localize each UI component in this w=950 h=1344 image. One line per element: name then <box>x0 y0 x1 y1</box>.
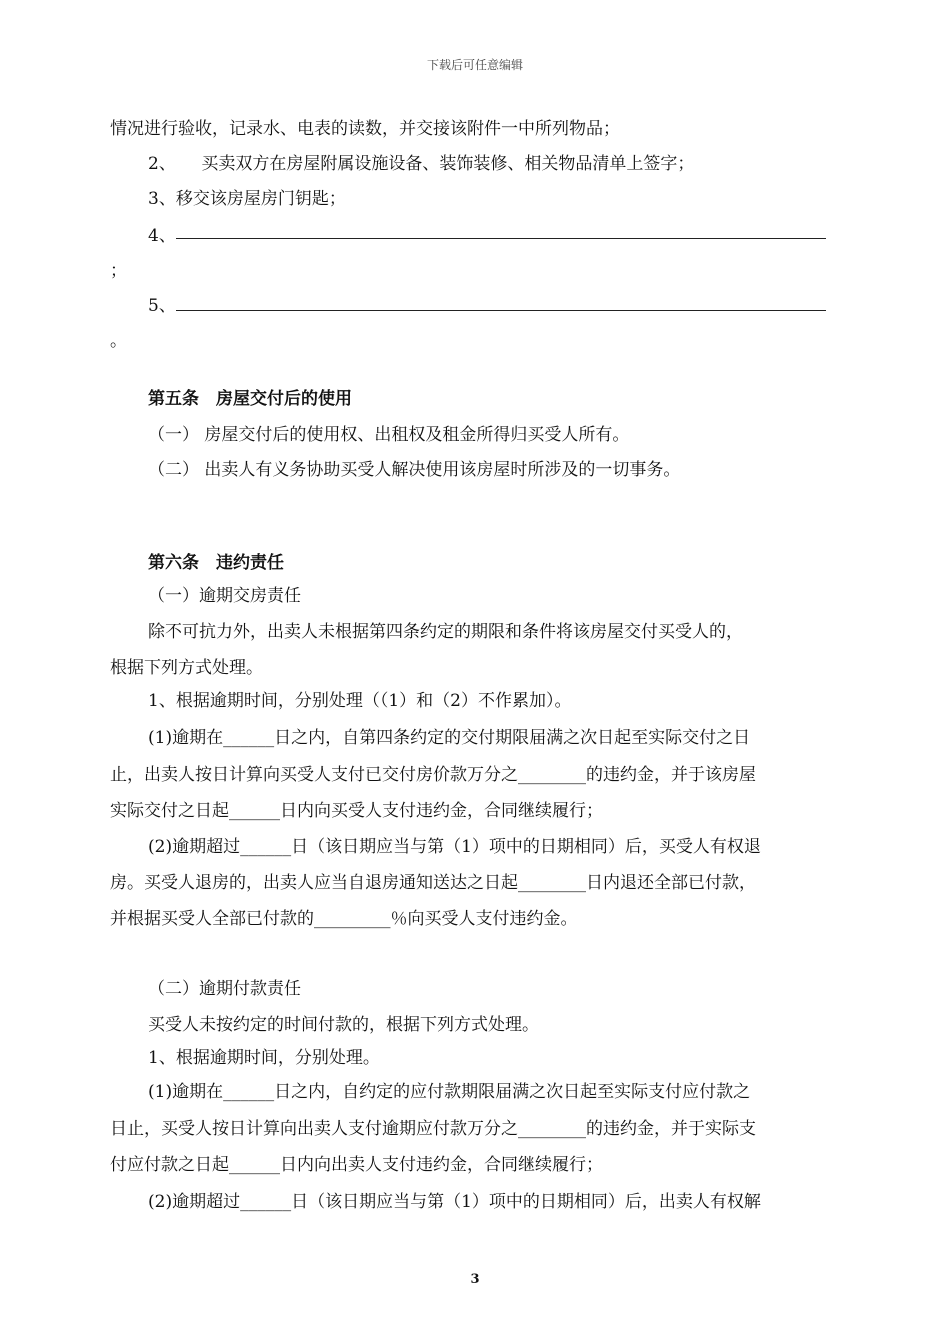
article-5-heading: 第五条 房屋交付后的使用 <box>148 389 352 409</box>
paragraph-line: 根据下列方式处理。 <box>110 658 263 678</box>
page-header: 下载后可任意编辑 <box>426 58 523 72</box>
paragraph-line: 买受人未按约定的时间付款的，根据下列方式处理。 <box>148 1015 539 1035</box>
paragraph-line: 情况进行验收，记录水、电表的读数，并交接该附件一中所列物品； <box>110 119 620 139</box>
paragraph-line: (1)逾期在______日之内，自第四条约定的交付期限届满之次日起至实际交付之日 <box>148 728 751 748</box>
paragraph-line: 1、根据逾期时间，分别处理（（1）和（2）不作累加）。 <box>148 691 572 711</box>
list-item-4-end: ； <box>110 261 127 281</box>
article-5-clause-2: （二） 出卖人有义务协助买受人解决使用该房屋时所涉及的一切事务。 <box>148 460 681 480</box>
fill-in-blank <box>176 238 826 239</box>
paragraph-line: 除不可抗力外，出卖人未根据第四条约定的期限和条件将该房屋交付买受人的， <box>148 622 743 642</box>
paragraph-line: (1)逾期在______日之内，自约定的应付款期限届满之次日起至实际支付应付款之 <box>148 1082 751 1102</box>
article-6-heading: 第六条 违约责任 <box>148 553 284 573</box>
paragraph-line: 日止，买受人按日计算向出卖人支付逾期应付款万分之________的违约金，并于实际支 <box>110 1119 756 1139</box>
paragraph-line: 并根据买受人全部已付款的_________％向买受人支付违约金。 <box>110 909 578 929</box>
paragraph-line: 房。买受人退房的，出卖人应当自退房通知送达之日起________日内退还全部已付款， <box>110 873 756 893</box>
list-item-4: 4、 <box>148 226 176 246</box>
section-heading: （一）逾期交房责任 <box>148 586 301 606</box>
paragraph-line: 付应付款之日起______日内向出卖人支付违约金，合同继续履行； <box>110 1155 603 1175</box>
paragraph-line: 止，出卖人按日计算向买受人支付已交付房价款万分之________的违约金，并于该房屋 <box>110 765 756 785</box>
paragraph-line: (2)逾期超过______日（该日期应当与第（1）项中的日期相同）后，买受人有权退 <box>148 837 761 857</box>
fill-in-blank <box>176 310 826 311</box>
paragraph-line: 实际交付之日起______日内向买受人支付违约金，合同继续履行； <box>110 801 603 821</box>
list-item-5-end: 。 <box>110 331 127 351</box>
paragraph-line: 1、根据逾期时间，分别处理。 <box>148 1048 380 1068</box>
paragraph-line: (2)逾期超过______日（该日期应当与第（1）项中的日期相同）后，出卖人有权解 <box>148 1192 761 1212</box>
list-item-3: 3、移交该房屋房门钥匙； <box>148 189 346 209</box>
article-5-clause-1: （一） 房屋交付后的使用权、出租权及租金所得归买受人所有。 <box>148 425 630 445</box>
list-item-2: 2、 买卖双方在房屋附属设施设备、装饰装修、相关物品清单上签字； <box>148 154 695 174</box>
page-number: 3 <box>470 1272 480 1287</box>
list-item-5: 5、 <box>148 296 176 316</box>
section-heading: （二）逾期付款责任 <box>148 979 301 999</box>
